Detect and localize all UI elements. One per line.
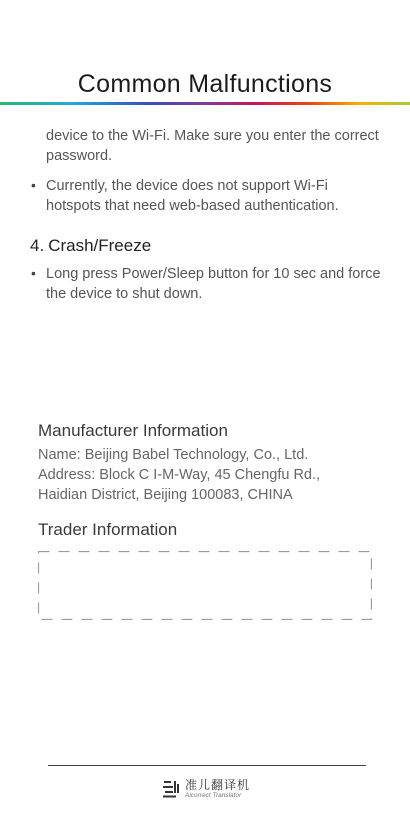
crash-heading — [30, 236, 155, 256]
wifi-bullet-text: Currently, the device does not support Wi-Fi hotspots that need web-based authentication. — [46, 178, 339, 214]
wifi-continued-text: device to the Wi-Fi. Make sure you enter the correct password. — [46, 128, 379, 164]
manufacturer-name: Name: Beijing Babel Technology, Co., Ltd. — [38, 447, 309, 463]
crash-number: 4. — [30, 236, 45, 255]
trader-info-box — [38, 551, 372, 620]
brand-logo — [163, 777, 250, 801]
crash-bullet-text: Long press Power/Sleep button for 10 sec and force the device to shut down. — [46, 266, 381, 302]
footer-divider — [48, 765, 366, 766]
manufacturer-heading: Manufacturer Information — [38, 421, 228, 440]
dashed-border — [38, 551, 372, 620]
manufacturer-address: Address: Block C I-M-Way, 45 Chengfu Rd., Haidian District, Beijing 100083, CHINA — [38, 467, 321, 503]
bullet-dot: • — [31, 265, 36, 281]
brand-logo-chinese: 准儿翻译机 — [185, 777, 251, 792]
brand-logo-english: Aicorrect Translator — [185, 791, 242, 799]
page-title: Common Malfunctions — [77, 70, 333, 98]
brand-logo-icon — [163, 780, 180, 798]
bullet-dot: • — [31, 177, 36, 193]
rainbow-divider — [0, 102, 410, 105]
crash-heading-label: Crash/Freeze — [48, 236, 152, 255]
trader-heading: Trader Information — [38, 520, 178, 539]
